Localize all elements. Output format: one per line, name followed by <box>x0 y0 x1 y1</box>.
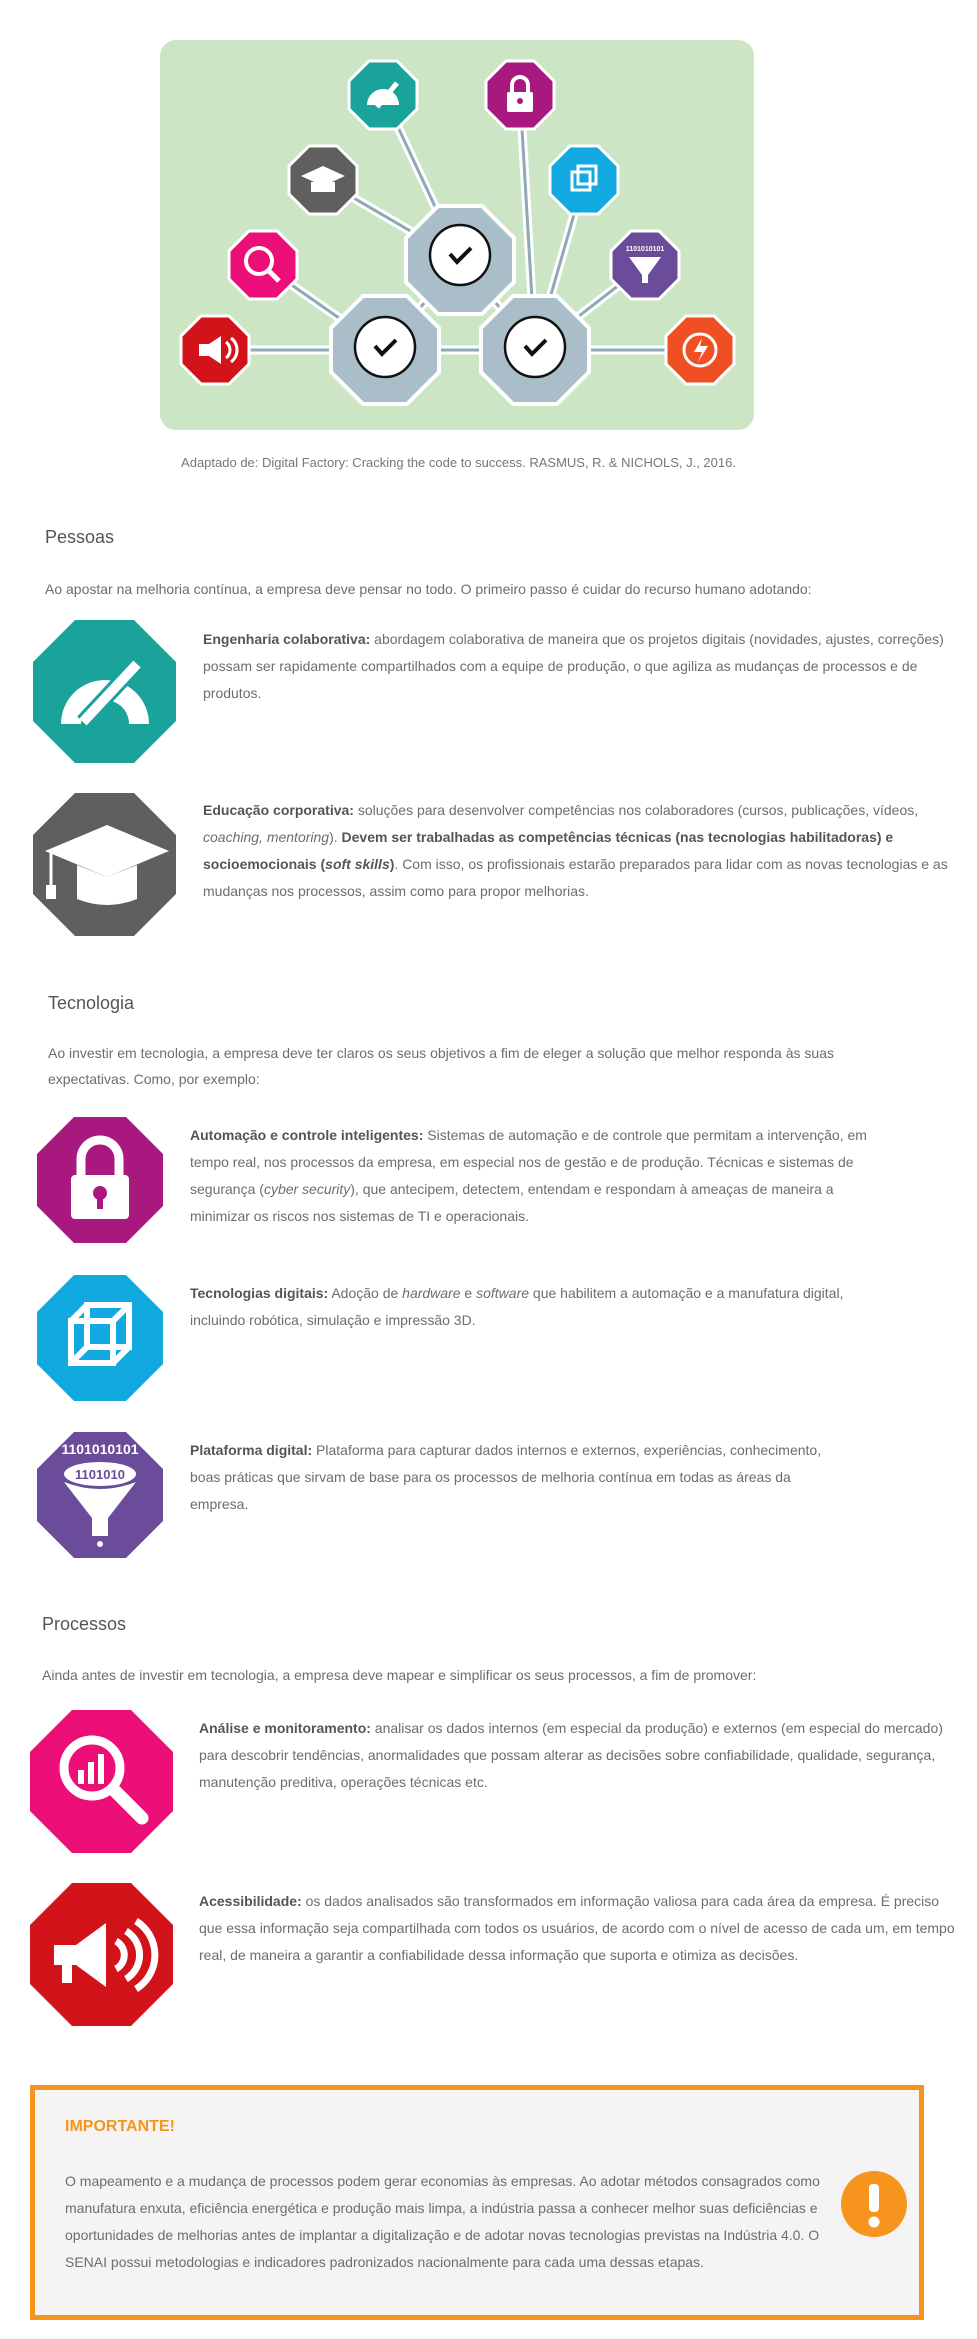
section-intro-tecnologia: Ao investir em tecnologia, a empresa deve ter claros os seus objetivos a fim de eleger a solução que melhor responda às suas expectativas. Como, por exemplo: <box>48 1045 834 1087</box>
binary-row-2: 1101010 <box>75 1467 125 1482</box>
diagram-padlock-icon <box>486 61 554 129</box>
item-analise-monitoramento <box>199 1715 959 1796</box>
item-description-emphasis: coaching, mentoring <box>203 829 330 845</box>
item-label: Acessibilidade: <box>199 1893 302 1909</box>
svg-text:1101010101: 1101010101 <box>625 246 665 253</box>
item-label: Automação e controle inteligentes: <box>190 1127 424 1143</box>
item-description: ). <box>329 829 342 845</box>
important-title: IMPORTANTE! <box>65 2118 175 2135</box>
diagram-binary-funnel-icon <box>611 231 679 299</box>
item-description: . Com isso, os profissionais estarão preparados para lidar com as novas tecnologias e as mudanças nos processos, assim como para propor melhorias. <box>203 856 948 899</box>
item-description: Plataforma para capturar dados internos e externos, experiências, conhecimento, boas práticas que sirvam de base para os processos de melhoria contínua em todas as áreas da empresa. <box>190 1442 822 1512</box>
figure-caption: Adaptado de: Digital Factory: Cracking the code to success. RASMUS, R. & NICHOLS, J., 2016. <box>181 455 736 470</box>
item-automacao-controle <box>190 1122 870 1230</box>
acessibilidade-icon <box>30 1883 173 2031</box>
tecnologias-digitais-icon <box>37 1275 163 1406</box>
diagram-megaphone-icon <box>181 316 249 384</box>
item-description: Adoção de <box>328 1285 403 1301</box>
educacao-corporativa-icon <box>33 793 176 941</box>
section-title-pessoas: Pessoas <box>45 527 115 547</box>
section-title-tecnologia: Tecnologia <box>48 993 135 1013</box>
diagram-lightning-gear-icon <box>666 316 734 384</box>
automacao-controle-icon <box>37 1117 163 1248</box>
item-description: e <box>460 1285 477 1301</box>
item-description-emphasis: cyber security <box>263 1181 351 1197</box>
item-description-strong: Devem ser trabalhadas as competências técnicas (nas tecnologias habilitadoras) e socioemocionais ( <box>203 829 894 872</box>
item-label: Plataforma digital: <box>190 1442 313 1458</box>
item-description-strong: ) <box>389 856 395 872</box>
hub-monitor-node <box>331 296 439 404</box>
item-label: Educação corporativa: <box>203 802 354 818</box>
item-description-emphasis: hardware <box>402 1285 461 1301</box>
item-description: analisar os dados internos (em especial da produção) e externos (em especial do mercado) para descobrir tendências, anormalidades que possam alterar as decisões sobre confiabilidade, qualidade, segurança, manutenção preditiva, operações técnicas etc. <box>199 1720 943 1790</box>
section-intro-pessoas: Ao apostar na melhoria contínua, a empresa deve pensar no todo. O primeiro passo é cuidar do recurso humano adotando: <box>45 581 812 597</box>
important-text: O mapeamento e a mudança de processos podem gerar economias às empresas. Ao adotar métodos consagrados como manufatura enxuta, eficiência energética e produção mais limpa, a indústria passa a conhecer melhor suas deficiências e oportunidades de melhorias antes de implantar a digitalização e de adotar novas tecnologias previstas na Indústria 4.0. O SENAI possui metodologias e indicadores padronizados nacionalmente para cada uma dessas etapas. <box>65 2173 820 2270</box>
item-tecnologias-digitais <box>190 1280 870 1334</box>
important-notice <box>30 2085 924 2320</box>
digital-factory-diagram <box>160 40 754 430</box>
analise-monitoramento-icon <box>30 1710 173 1858</box>
section-title-processos: Processos <box>42 1614 127 1634</box>
item-educacao-corporativa <box>203 797 963 905</box>
binary-row-1: 1101010101 <box>61 1441 139 1457</box>
diagram-protractor-icon <box>349 61 417 129</box>
plataforma-digital-icon <box>37 1432 163 1563</box>
item-description: abordagem colaborativa de maneira que os projetos digitais (novidades, ajustes, correções) possam ser rapidamente compartilhados com a equipe de produção, o que agiliza as mudanças de processos e de produtos. <box>203 631 944 701</box>
item-acessibilidade <box>199 1888 959 1969</box>
item-plataforma-digital <box>190 1437 850 1518</box>
item-description-emphasis: software <box>476 1285 530 1301</box>
item-description: ), que antecipem, detectem, entendam e respondam à ameaças de maneira a minimizar os riscos nos sistemas de TI e operacionais. <box>190 1181 834 1224</box>
item-description-strong-emphasis: soft skills <box>325 856 390 872</box>
item-label: Engenharia colaborativa: <box>203 631 371 647</box>
diagram-cube-icon <box>550 146 618 214</box>
item-description: Sistemas de automação e de controle que permitam a intervenção, em tempo real, nos processos da empresa, em especial nos de gestão e de produção. Técnicas e sistemas de segurança ( <box>190 1127 867 1197</box>
diagram-magnifier-icon <box>229 231 297 299</box>
item-description: que habilitem a automação e a manufatura digital, incluindo robótica, simulação e impressão 3D. <box>190 1285 844 1328</box>
item-description: soluções para desenvolver competências nos colaboradores (cursos, publicações, vídeos, <box>353 802 919 818</box>
item-description: os dados analisados são transformados em informação valiosa para cada área da empresa. É preciso que essa informação seja compartilhada com todos os usuários, de acordo com o nível de acesso de cada um, em tempo real, de maneira a garantir a confiabilidade dessa informação que suporta e otimiza as decisões. <box>199 1893 955 1963</box>
diagram-graduation-cap-icon <box>289 146 357 214</box>
item-label: Tecnologias digitais: <box>190 1285 329 1301</box>
section-intro-processos: Ainda antes de investir em tecnologia, a empresa deve mapear e simplificar os seus processos, a fim de promover: <box>42 1667 757 1683</box>
item-engenharia-colaborativa <box>203 626 963 707</box>
diagram-svg <box>160 40 754 430</box>
exclamation-icon <box>840 2170 908 2243</box>
engenharia-colaborativa-icon <box>33 620 176 768</box>
hub-laptop-node <box>481 296 589 404</box>
item-label: Análise e monitoramento: <box>199 1720 371 1736</box>
hub-people-node <box>406 206 514 314</box>
